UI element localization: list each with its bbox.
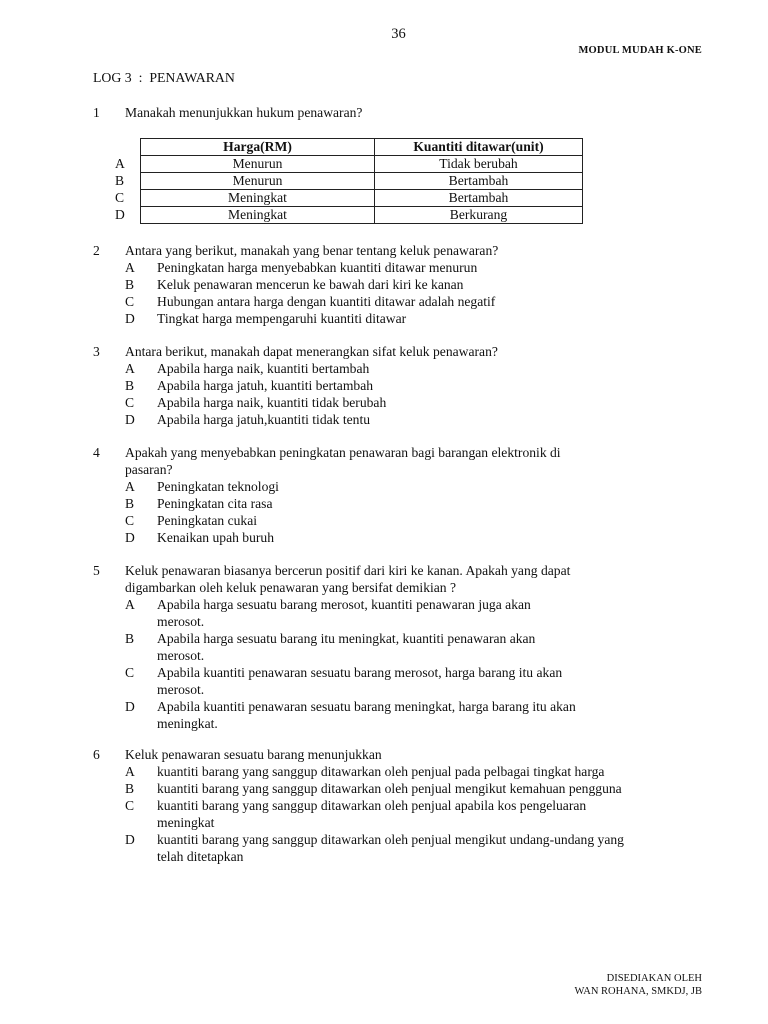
option-letter: D xyxy=(125,412,135,427)
option-b xyxy=(93,780,713,797)
row-letter: B xyxy=(115,173,125,188)
question-number: 5 xyxy=(93,563,100,578)
question-5 xyxy=(93,562,713,732)
question-number: 2 xyxy=(93,243,100,258)
option-c xyxy=(93,664,713,698)
question-3 xyxy=(93,343,713,428)
option-text: Kenaikan upah buruh xyxy=(157,530,275,545)
page-number: 36 xyxy=(391,26,406,42)
question-number: 1 xyxy=(93,105,100,120)
option-letter: B xyxy=(125,781,135,796)
option-text-line1: Apabila harga sesuatu barang itu meningkat, kuantiti penawaran akan xyxy=(157,631,536,646)
option-letter: D xyxy=(125,832,135,847)
q1-table xyxy=(140,138,583,224)
option-text-line1: kuantiti barang yang sanggup ditawarkan oleh penjual pada pelbagai tingkat harga xyxy=(157,764,605,779)
option-letter: A xyxy=(125,361,135,376)
question-text: Manakah menunjukkan hukum penawaran? xyxy=(125,105,363,120)
option-b xyxy=(93,630,713,664)
option-letter: A xyxy=(125,479,135,494)
option-letter: B xyxy=(125,378,135,393)
option-letter: D xyxy=(125,530,135,545)
option-b xyxy=(93,276,713,293)
option-d xyxy=(93,698,713,732)
option-text-line1: Apabila kuantiti penawaran sesuatu barang meningkat, harga barang itu akan xyxy=(157,699,576,714)
option-letter: A xyxy=(125,764,135,779)
question-number: 6 xyxy=(93,747,100,762)
option-a xyxy=(93,259,713,276)
option-text-line2: merosot. xyxy=(157,614,205,629)
option-letter: B xyxy=(125,496,135,511)
table-cell-quantity: Berkurang xyxy=(375,207,583,224)
option-text: Hubungan antara harga dengan kuantiti ditawar adalah negatif xyxy=(157,294,496,309)
option-text: Peningkatan cukai xyxy=(157,513,258,528)
option-text-line2: merosot. xyxy=(157,648,205,663)
question-text-line1: Apakah yang menyebabkan peningkatan penawaran bagi barangan elektronik di xyxy=(125,445,561,460)
option-a xyxy=(93,478,713,495)
option-b xyxy=(93,495,713,512)
table-row xyxy=(141,173,583,190)
question-text: Antara berikut, manakah dapat menerangkan sifat keluk penawaran? xyxy=(125,344,498,359)
question-4 xyxy=(93,444,713,546)
option-d xyxy=(93,831,713,865)
option-letter: C xyxy=(125,395,135,410)
option-text: Peningkatan harga menyebabkan kuantiti ditawar menurun xyxy=(157,260,478,275)
option-letter: A xyxy=(125,597,135,612)
table-row xyxy=(141,156,583,173)
question-text-line1: Keluk penawaran biasanya bercerun positif dari kiri ke kanan. Apakah yang dapat xyxy=(125,563,571,578)
table-cell-quantity: Tidak berubah xyxy=(375,156,583,173)
option-text: Apabila harga naik, kuantiti bertambah xyxy=(157,361,370,376)
option-text: Apabila harga jatuh, kuantiti bertambah xyxy=(157,378,374,393)
option-c xyxy=(93,293,713,310)
option-text: Tingkat harga mempengaruhi kuantiti ditawar xyxy=(157,311,407,326)
option-text-line1: Apabila kuantiti penawaran sesuatu barang merosot, harga barang itu akan xyxy=(157,665,563,680)
row-letter: D xyxy=(115,207,125,222)
table-cell-quantity: Bertambah xyxy=(375,190,583,207)
row-letter: C xyxy=(115,190,125,205)
table-cell-price: Menurun xyxy=(141,156,375,173)
question-text: Antara yang berikut, manakah yang benar tentang keluk penawaran? xyxy=(125,243,499,258)
option-letter: B xyxy=(125,631,135,646)
option-d xyxy=(93,411,713,428)
option-letter: C xyxy=(125,294,135,309)
q1-row-letters xyxy=(115,155,135,223)
option-d xyxy=(93,529,713,546)
footer-line-1: DISEDIAKAN OLEH xyxy=(606,973,702,984)
footer-line-2: WAN ROHANA, SMKDJ, JB xyxy=(574,986,702,997)
question-number: 3 xyxy=(93,344,100,359)
section-title: LOG 3 : PENAWARAN xyxy=(93,70,235,85)
table-row xyxy=(141,207,583,224)
question-text-line2: pasaran? xyxy=(125,462,173,477)
row-letter: A xyxy=(115,156,125,171)
option-letter: C xyxy=(125,513,135,528)
option-letter: D xyxy=(125,311,135,326)
option-text: Keluk penawaran mencerun ke bawah dari kiri ke kanan xyxy=(157,277,464,292)
option-text: Apabila harga naik, kuantiti tidak berubah xyxy=(157,395,387,410)
question-text: Keluk penawaran sesuatu barang menunjukkan xyxy=(125,747,382,762)
question-number: 4 xyxy=(93,445,100,460)
option-c xyxy=(93,797,713,831)
option-d xyxy=(93,310,713,327)
option-letter: D xyxy=(125,699,135,714)
option-text-line1: kuantiti barang yang sanggup ditawarkan oleh penjual mengikut kemahuan pengguna xyxy=(157,781,622,796)
option-text-line2: telah ditetapkan xyxy=(157,849,244,864)
question-2 xyxy=(93,242,713,327)
option-text-line2: meningkat xyxy=(157,815,215,830)
question-text-line2: digambarkan oleh keluk penawaran yang bersifat demikian ? xyxy=(125,580,457,595)
footer xyxy=(575,972,702,998)
option-text-line1: kuantiti barang yang sanggup ditawarkan oleh penjual apabila kos pengeluaran xyxy=(157,798,587,813)
option-a xyxy=(93,763,713,780)
option-text-line2: meningkat. xyxy=(157,716,218,731)
option-letter: C xyxy=(125,798,135,813)
table-header-price: Harga(RM) xyxy=(141,139,375,156)
option-text: Peningkatan cita rasa xyxy=(157,496,273,511)
option-text-line1: kuantiti barang yang sanggup ditawarkan oleh penjual mengikut undang-undang yang xyxy=(157,832,624,847)
module-title: MODUL MUDAH K-ONE xyxy=(578,45,702,56)
option-text: Peningkatan teknologi xyxy=(157,479,279,494)
option-letter: A xyxy=(125,260,135,275)
option-letter: C xyxy=(125,665,135,680)
table-header-row xyxy=(141,139,583,156)
option-text-line1: Apabila harga sesuatu barang merosot, kuantiti penawaran juga akan xyxy=(157,597,531,612)
question-1 xyxy=(93,104,713,121)
question-6 xyxy=(93,746,713,865)
table-cell-price: Meningkat xyxy=(141,190,375,207)
table-header-quantity: Kuantiti ditawar(unit) xyxy=(375,139,583,156)
option-c xyxy=(93,394,713,411)
option-a xyxy=(93,596,713,630)
option-c xyxy=(93,512,713,529)
table-cell-quantity: Bertambah xyxy=(375,173,583,190)
option-a xyxy=(93,360,713,377)
table-row xyxy=(141,190,583,207)
option-text-line2: merosot. xyxy=(157,682,205,697)
table-cell-price: Meningkat xyxy=(141,207,375,224)
option-text: Apabila harga jatuh,kuantiti tidak tentu xyxy=(157,412,371,427)
option-b xyxy=(93,377,713,394)
q1-table-container xyxy=(115,138,583,224)
table-cell-price: Menurun xyxy=(141,173,375,190)
option-letter: B xyxy=(125,277,135,292)
